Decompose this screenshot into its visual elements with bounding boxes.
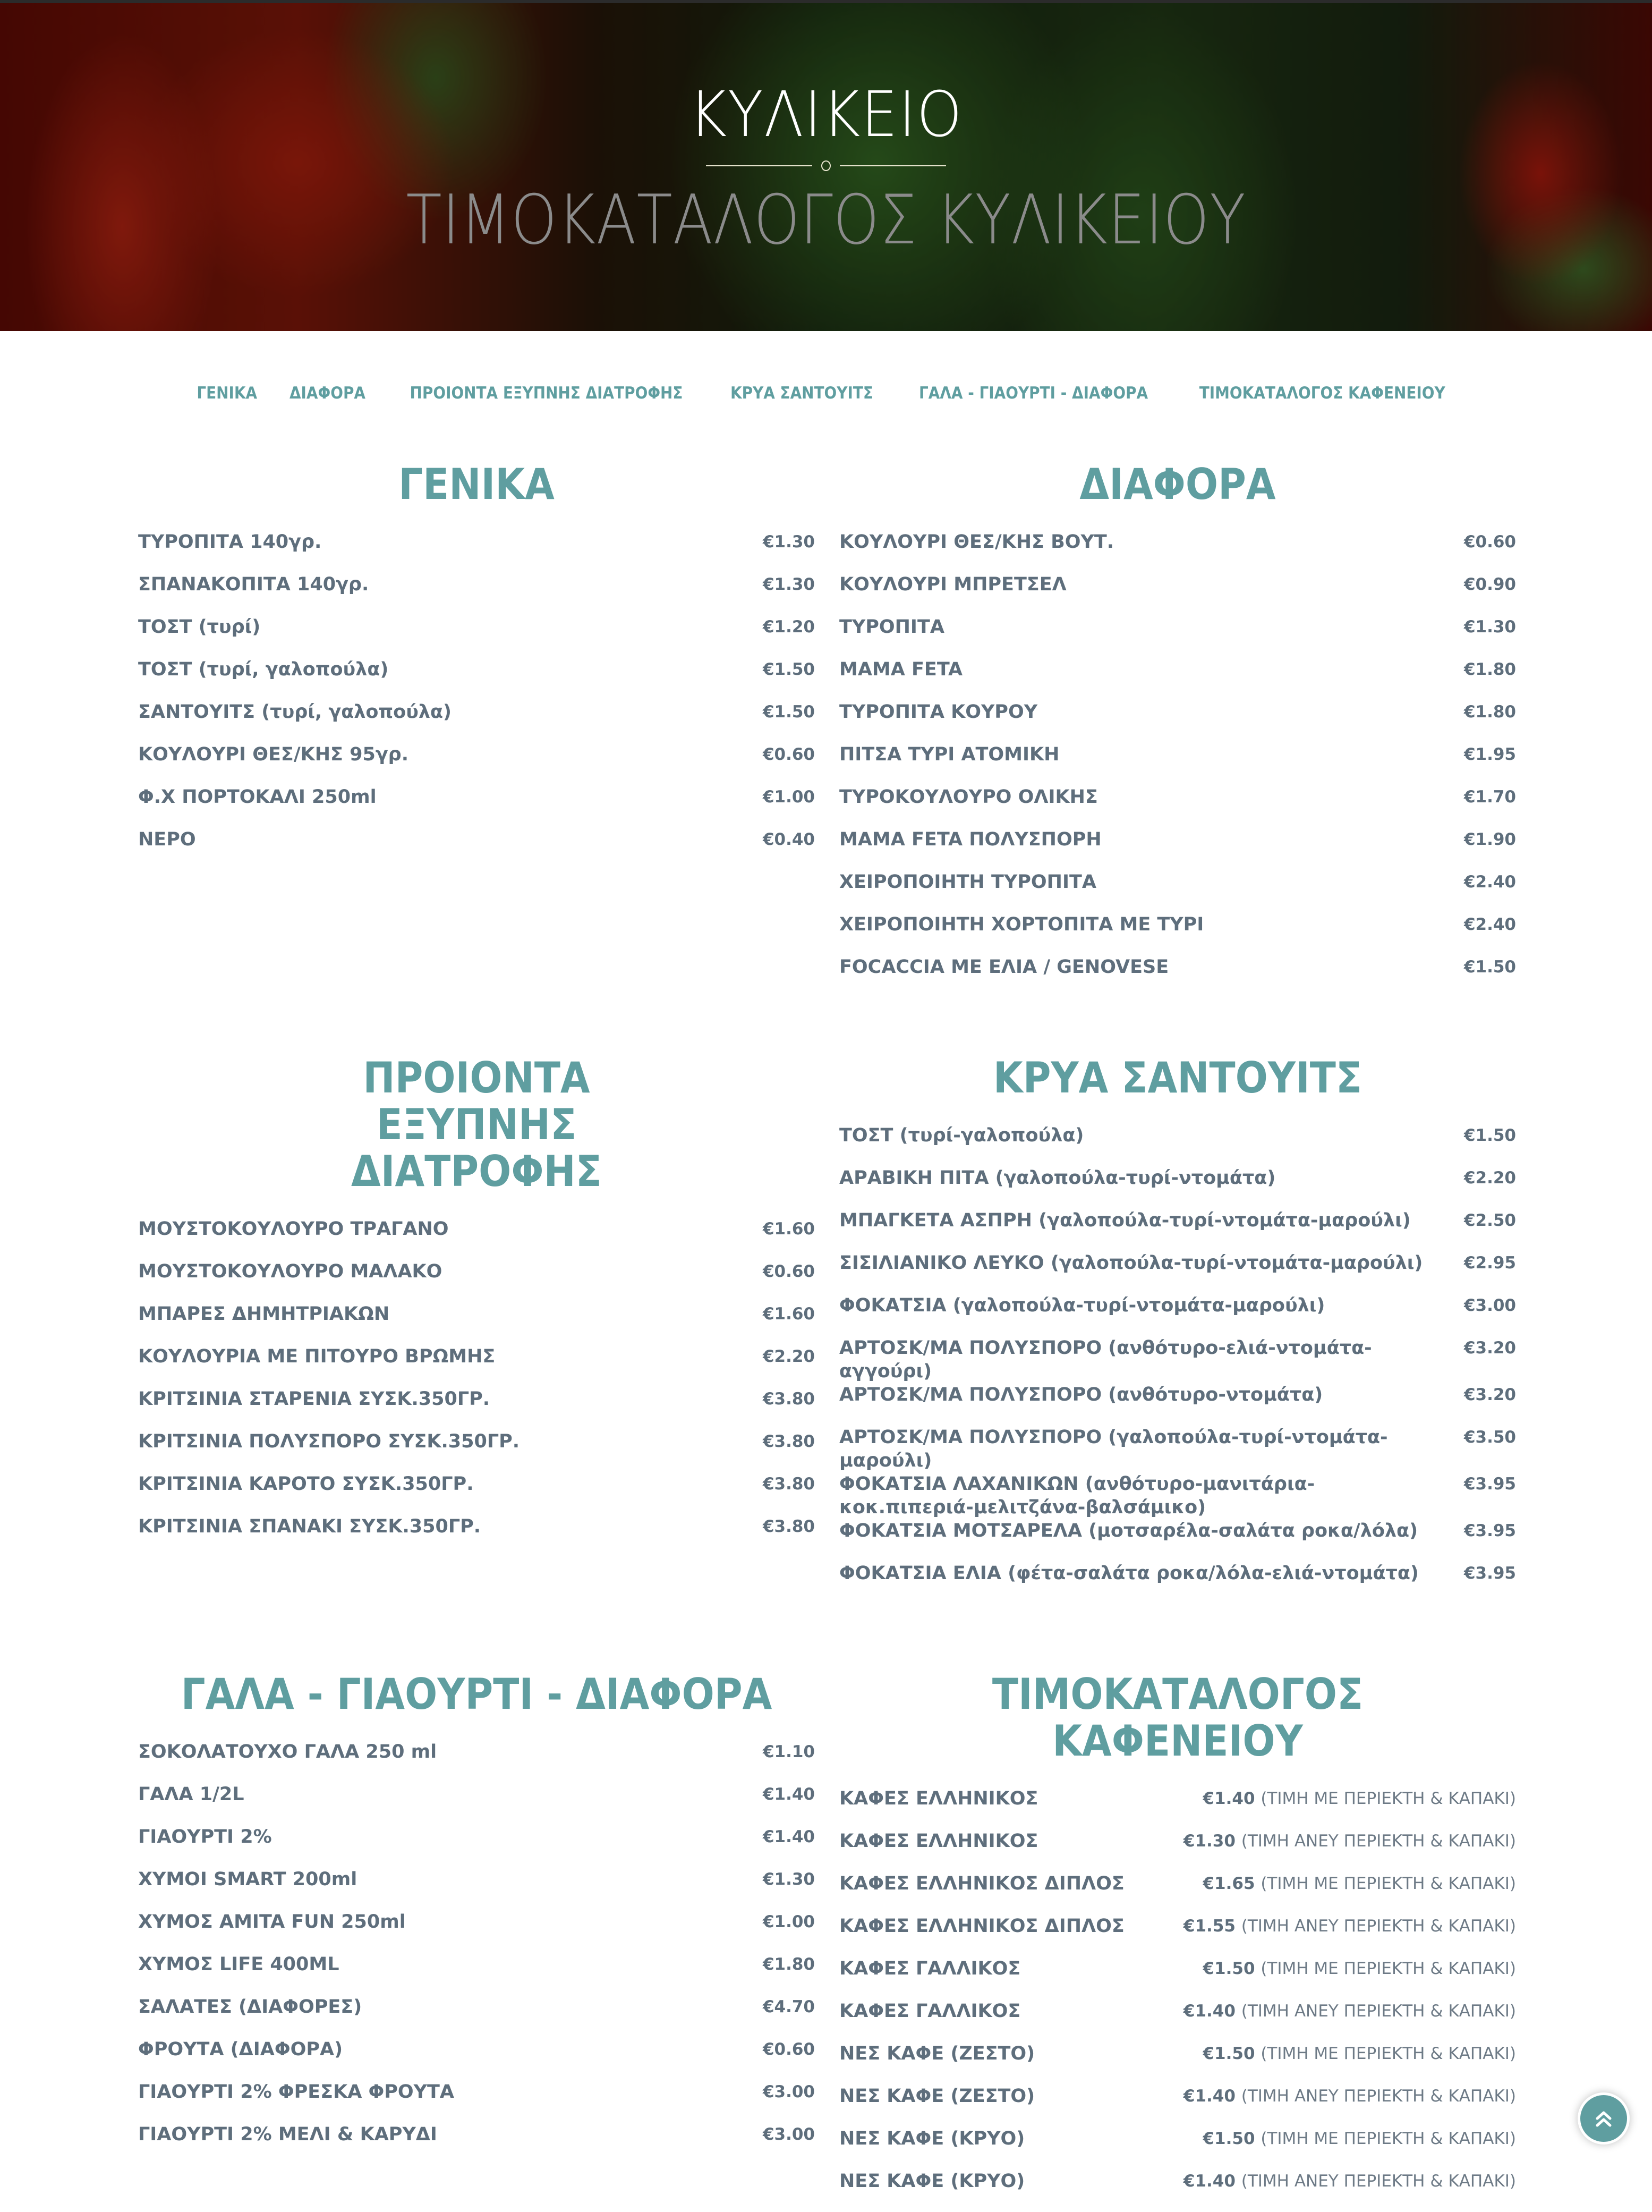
nav-link-genika[interactable]: ΓΕΝΙΚΑ [196, 384, 257, 403]
menu-item [138, 1345, 815, 1387]
item-name: ΧΥΜΟΙ SMART 200ml [138, 1869, 357, 1890]
item-price: €1.40 [1203, 1789, 1255, 1808]
item-price-block [1203, 2127, 1516, 2150]
menu-list [839, 530, 1516, 998]
menu-item [839, 1426, 1516, 1472]
menu-item [839, 2169, 1516, 2212]
nav-link-exypnis-diatrofis[interactable]: ΠΡΟΙΟΝΤΑ ΕΞΥΠΝΗΣ ΔΙΑΤΡΟΦΗΣ [410, 384, 683, 403]
item-price: €1.50 [1203, 2129, 1255, 2148]
item-price: €1.40 [762, 1827, 815, 1846]
item-name: ΑΡΑΒΙΚΗ ΠΙΤΑ (γαλοπούλα-τυρί-ντομάτα) [839, 1167, 1276, 1189]
item-name: ΚΡΙΤΣΙΝΙΑ ΚΑΡΟΤΟ ΣΥΣΚ.350ΓΡ. [138, 1473, 474, 1495]
menu-item [138, 1302, 815, 1345]
item-price: €1.80 [1463, 702, 1516, 722]
item-name: ΜΑΜΑ FETA ΠΟΛΥΣΠΟΡΗ [839, 829, 1102, 850]
item-price-block [1203, 1872, 1516, 1895]
item-price: €2.95 [1463, 1253, 1516, 1273]
menu-list [839, 1124, 1516, 1604]
hero-banner [0, 0, 1652, 331]
section-title: ΚΡΥΑ ΣΑΝΤΟΥΙΤΣ [993, 1053, 1363, 1103]
item-price-block [1183, 1829, 1516, 1853]
menu-item [138, 1995, 815, 2038]
item-price-block [763, 1472, 815, 1496]
menu-item [138, 1825, 815, 1868]
menu-list [138, 1217, 815, 1557]
item-price: €3.80 [762, 1432, 815, 1451]
item-name: ΝΕΣ ΚΑΦΕ (ΚΡΥΟ) [839, 2171, 1025, 2192]
section-gala-giaourti [138, 1671, 815, 2165]
menu-item [839, 2042, 1516, 2084]
menu-item [839, 2084, 1516, 2127]
item-price: €0.60 [762, 2040, 815, 2059]
menu-item [839, 955, 1516, 998]
item-price-block [1203, 2042, 1516, 2065]
divider-circle-icon [821, 160, 831, 171]
section-kafeneio [839, 1671, 1516, 2212]
scroll-to-top-button[interactable] [1578, 2092, 1630, 2145]
menu-item [839, 1519, 1516, 1562]
item-price-block [763, 1740, 815, 1764]
item-price-block [763, 1868, 815, 1891]
item-price: €1.55 [1183, 1917, 1236, 1936]
item-name: Φ.Χ ΠΟΡΤΟΚΑΛΙ 250ml [138, 786, 377, 808]
item-price-note: (ΤΙΜΗ ΑΝΕΥ ΠΕΡΙΕΚΤΗ & ΚΑΠΑΚΙ) [1241, 2002, 1516, 2021]
section-krya-santouits [839, 1055, 1516, 1604]
item-name: ΧΕΙΡΟΠΟΙΗΤΗ ΤΥΡΟΠΙΤΑ [839, 871, 1096, 893]
menu-item [138, 2038, 815, 2080]
item-name: ΓΙΑΟΥΡΤΙ 2% [138, 1826, 272, 1847]
item-price: €3.00 [1463, 1296, 1516, 1315]
item-price: €1.10 [762, 1742, 815, 1761]
item-name: ΤΥΡΟΠΙΤΑ ΚΟΥΡΟΥ [839, 701, 1038, 723]
item-price: €3.80 [762, 1474, 815, 1494]
menu-item [839, 1383, 1516, 1426]
menu-item [839, 658, 1516, 700]
item-price-block [763, 1953, 815, 1976]
item-name: ΚΑΦΕΣ ΕΛΛΗΝΙΚΟΣ [839, 1788, 1038, 1809]
item-name: ΜΠΑΡΕΣ ΔΗΜΗΤΡΙΑΚΩΝ [138, 1303, 390, 1325]
item-price: €1.40 [1183, 2002, 1236, 2021]
menu-item [839, 1829, 1516, 1872]
item-price: €1.50 [762, 702, 815, 722]
item-name: ΚΡΙΤΣΙΝΙΑ ΣΤΑΡΕΝΙΑ ΣΥΣΚ.350ΓΡ. [138, 1388, 490, 1410]
menu-item [839, 870, 1516, 913]
item-price: €1.90 [1463, 830, 1516, 849]
item-name: ΤΥΡΟΠΙΤΑ [839, 616, 944, 638]
item-price-block [763, 2038, 815, 2061]
item-price: €0.60 [1463, 532, 1516, 552]
item-price-block [763, 828, 815, 851]
item-price-block [763, 785, 815, 809]
item-price-block [1464, 1124, 1516, 1147]
menu-item [138, 530, 815, 573]
item-price-block [1464, 1383, 1516, 1406]
menu-item [138, 1740, 815, 1783]
menu-item [839, 1957, 1516, 1999]
item-price: €1.65 [1203, 1874, 1255, 1893]
nav-link-krya-santouits[interactable]: ΚΡΥΑ ΣΑΝΤΟΥΙΤΣ [730, 384, 874, 403]
item-price: €3.00 [762, 2082, 815, 2101]
item-name: ΚΡΙΤΣΙΝΙΑ ΠΟΛΥΣΠΟΡΟ ΣΥΣΚ.350ΓΡ. [138, 1431, 520, 1452]
item-price-block [763, 1910, 815, 1934]
item-name: ΚΑΦΕΣ ΓΑΛΛΙΚΟΣ [839, 2001, 1021, 2022]
item-price-block [1464, 870, 1516, 894]
item-price-block [1464, 1251, 1516, 1275]
item-name: ΚΟΥΛΟΥΡΙΑ ΜΕ ΠΙΤΟΥΡΟ ΒΡΩΜΗΣ [138, 1346, 496, 1367]
menu-item [138, 785, 815, 828]
item-name: ΝΕΣ ΚΑΦΕ (ΖΕΣΤΟ) [839, 2086, 1035, 2107]
menu-item [839, 1294, 1516, 1336]
item-name: ΠΙΤΣΑ ΤΥΡΙ ΑΤΟΜΙΚΗ [839, 744, 1060, 765]
item-price-block [763, 530, 815, 554]
item-price-block [1464, 828, 1516, 851]
page-subtitle: ΤΙΜΟΚΑΤΑΛΟΓΟΣ ΚΥΛΙΚΕΙΟΥ [406, 181, 1246, 260]
hero-divider [706, 160, 946, 171]
menu-item [839, 530, 1516, 573]
item-price: €1.30 [1183, 1832, 1236, 1851]
item-price: €4.70 [762, 1997, 815, 2016]
nav-link-diafora[interactable]: ΔΙΑΦΟΡΑ [289, 384, 365, 403]
item-name: ΦΟΚΑΤΣΙΑ (γαλοπούλα-τυρί-ντομάτα-μαρούλι) [839, 1295, 1325, 1316]
item-price-block [763, 615, 815, 639]
item-price-block [763, 1217, 815, 1241]
menu-item [839, 1336, 1516, 1383]
item-price-block [763, 1387, 815, 1411]
item-name: ΚΟΥΛΟΥΡΙ ΜΠΡΕΤΣΕΛ [839, 574, 1067, 595]
item-price-note: (ΤΙΜΗ ΑΝΕΥ ΠΕΡΙΕΚΤΗ & ΚΑΠΑΚΙ) [1241, 1917, 1516, 1936]
item-price: €1.40 [762, 1785, 815, 1804]
item-name: ΤΟΣΤ (τυρί-γαλοπούλα) [839, 1125, 1084, 1146]
item-price: €1.60 [762, 1304, 815, 1324]
item-price-block [1464, 955, 1516, 979]
menu-item [839, 828, 1516, 870]
item-price: €1.30 [762, 575, 815, 594]
menu-item [839, 1251, 1516, 1294]
item-price: €3.20 [1463, 1385, 1516, 1404]
item-name: ΑΡΤΟΣΚ/ΜΑ ΠΟΛΥΣΠΟΡΟ (ανθότυρο-ντομάτα) [839, 1384, 1323, 1405]
item-price-note: (ΤΙΜΗ ΑΝΕΥ ΠΕΡΙΕΚΤΗ & ΚΑΠΑΚΙ) [1241, 1832, 1516, 1851]
item-name: ΦΟΚΑΤΣΙΑ ΕΛΙΑ (φέτα-σαλάτα ροκα/λόλα-ελιά-ντομάτα) [839, 1563, 1419, 1584]
item-price: €2.20 [762, 1347, 815, 1366]
item-price-block [1183, 2169, 1516, 2193]
item-price-block [1464, 700, 1516, 724]
item-name: ΦΟΚΑΤΣΙΑ ΛΑΧΑΝΙΚΩΝ (ανθότυρο-μανιτάρια-κοκ.πιπεριά-μελιτζάνα-βαλσάμικο) [839, 1473, 1315, 1518]
menu-item [839, 1999, 1516, 2042]
item-price-block [1464, 573, 1516, 596]
item-price-block [763, 1783, 815, 1806]
item-name: ΚΑΦΕΣ ΕΛΛΗΝΙΚΟΣ [839, 1830, 1038, 1852]
item-price-block [763, 1825, 815, 1849]
divider-line-left [706, 165, 812, 166]
section-title: ΓΕΝΙΚΑ [398, 460, 555, 509]
item-price: €1.50 [762, 660, 815, 679]
item-price: €0.90 [1463, 575, 1516, 594]
menu-item [839, 1562, 1516, 1604]
item-price: €3.00 [762, 2125, 815, 2144]
item-price-note: (ΤΙΜΗ ΜΕ ΠΕΡΙΕΚΤΗ & ΚΑΠΑΚΙ) [1261, 1959, 1516, 1978]
item-price-block [763, 1430, 815, 1453]
menu-item [138, 1868, 815, 1910]
site-title: ΚΥΛΙΚΕΙΟ [689, 78, 963, 151]
item-price-block [763, 1515, 815, 1538]
item-name: ΝΕΣ ΚΑΦΕ (ΚΡΥΟ) [839, 2128, 1025, 2149]
item-price: €3.80 [762, 1517, 815, 1536]
item-price-block [1464, 1519, 1516, 1543]
item-price: €2.50 [1463, 1211, 1516, 1230]
section-diafora [839, 461, 1516, 998]
menu-item [138, 1910, 815, 1953]
item-price: €2.40 [1463, 872, 1516, 892]
item-price: €0.40 [762, 830, 815, 849]
item-price-note: (ΤΙΜΗ ΜΕ ΠΕΡΙΕΚΤΗ & ΚΑΠΑΚΙ) [1261, 1789, 1516, 1808]
item-name: ΜΟΥΣΤΟΚΟΥΛΟΥΡΟ ΜΑΛΑΚΟ [138, 1261, 442, 1282]
item-name: ΣΠΑΝΑΚΟΠΙΤΑ 140γρ. [138, 574, 369, 595]
menu-item [839, 1209, 1516, 1251]
item-price-note: (ΤΙΜΗ ΑΝΕΥ ΠΕΡΙΕΚΤΗ & ΚΑΠΑΚΙ) [1241, 2087, 1516, 2106]
item-price: €1.40 [1183, 2087, 1236, 2106]
item-name: ΣΑΛΑΤΕΣ (ΔΙΑΦΟΡΕΣ) [138, 1996, 362, 2018]
nav-link-gala-giaourti[interactable]: ΓΑΛΑ - ΓΙΑΟΥΡΤΙ - ΔΙΑΦΟΡΑ [919, 384, 1148, 403]
menu-item [839, 1787, 1516, 1829]
item-price-block [763, 573, 815, 596]
item-name: ΚΑΦΕΣ ΓΑΛΛΙΚΟΣ [839, 1958, 1021, 1979]
item-price-block [1464, 913, 1516, 936]
item-price: €3.95 [1463, 1474, 1516, 1494]
item-name: ΤΟΣΤ (τυρί, γαλοπούλα) [138, 659, 389, 680]
menu-item [138, 700, 815, 743]
item-name: ΜΟΥΣΤΟΚΟΥΛΟΥΡΟ ΤΡΑΓΑΝΟ [138, 1218, 449, 1240]
item-price: €1.20 [762, 617, 815, 637]
item-name: ΤΟΣΤ (τυρί) [138, 616, 261, 638]
section-title: ΠΡΟΙΟΝΤΑ ΕΞΥΠΝΗΣ ΔΙΑΤΡΟΦΗΣ [351, 1053, 602, 1196]
item-name: ΣΑΝΤΟΥΙΤΣ (τυρί, γαλοπούλα) [138, 701, 452, 723]
item-name: ΤΥΡΟΠΙΤΑ 140γρ. [138, 531, 322, 553]
item-price-block [1464, 1209, 1516, 1232]
nav-link-kafeneio[interactable]: ΤΙΜΟΚΑΤΑΛΟΓΟΣ ΚΑΦΕΝΕΙΟΥ [1199, 384, 1445, 403]
item-price-block [763, 1302, 815, 1326]
item-name: ΧΕΙΡΟΠΟΙΗΤΗ ΧΟΡΤΟΠΙΤΑ ΜΕ ΤΥΡΙ [839, 914, 1204, 935]
menu-item [839, 1472, 1516, 1519]
menu-list [839, 1787, 1516, 2212]
menu-item [138, 658, 815, 700]
item-name: ΝΕΣ ΚΑΦΕ (ΖΕΣΤΟ) [839, 2043, 1035, 2064]
double-chevron-up-icon [1593, 2108, 1614, 2129]
section-genika [138, 461, 815, 870]
item-price-block [1464, 1426, 1516, 1449]
item-price-block [1183, 1999, 1516, 2023]
item-name: ΣΟΚΟΛΑΤΟΥΧΟ ΓΑΛΑ 250 ml [138, 1741, 437, 1762]
item-price: €1.00 [762, 787, 815, 807]
menu-item [839, 2127, 1516, 2169]
item-name: ΦΡΟΥΤΑ (ΔΙΑΦΟΡΑ) [138, 2039, 343, 2060]
item-price: €1.30 [762, 1870, 815, 1889]
item-name: ΓΑΛΑ 1/2L [138, 1784, 244, 1805]
item-name: ΧΥΜΟΣ LIFE 400ML [138, 1954, 339, 1975]
menu-item [138, 615, 815, 658]
menu-item [839, 573, 1516, 615]
menu-item [138, 1217, 815, 1260]
item-name: ΤΥΡΟΚΟΥΛΟΥΡΟ ΟΛΙΚΗΣ [839, 786, 1098, 808]
item-price: €1.30 [1463, 617, 1516, 637]
item-price-block [1183, 1914, 1516, 1938]
item-price: €1.70 [1463, 787, 1516, 807]
item-name: ΣΙΣΙΛΙΑΝΙΚΟ ΛΕΥΚΟ (γαλοπούλα-τυρί-ντομάτα-μαρούλι) [839, 1252, 1423, 1274]
item-price-block [1183, 2084, 1516, 2108]
menu-list [138, 1740, 815, 2165]
item-price: €3.95 [1463, 1564, 1516, 1583]
menu-item [839, 615, 1516, 658]
item-price-block [1203, 1957, 1516, 1980]
menu-item [839, 913, 1516, 955]
item-price: €1.50 [1203, 1959, 1255, 1978]
item-name: ΓΙΑΟΥΡΤΙ 2% ΦΡΕΣΚΑ ΦΡΟΥΤΑ [138, 2081, 454, 2103]
menu-item [839, 1914, 1516, 1957]
item-price-block [1464, 1336, 1516, 1360]
item-price-block [1464, 1166, 1516, 1190]
item-price-block [1464, 743, 1516, 766]
item-name: ΦΟΚΑΤΣΙΑ ΜΟΤΣΑΡΕΛΑ (μοτσαρέλα-σαλάτα ροκα/λόλα) [839, 1520, 1418, 1541]
menu-item [138, 2123, 815, 2165]
item-price-block [1464, 1562, 1516, 1585]
item-price-block [763, 1260, 815, 1283]
menu-item [839, 1872, 1516, 1914]
menu-item [839, 743, 1516, 785]
item-price-block [1464, 530, 1516, 554]
item-name: ΚΡΙΤΣΙΝΙΑ ΣΠΑΝΑΚΙ ΣΥΣΚ.350ΓΡ. [138, 1516, 481, 1537]
item-price-block [1464, 785, 1516, 809]
item-price: €0.60 [762, 1262, 815, 1281]
item-name: ΚΑΦΕΣ ΕΛΛΗΝΙΚΟΣ ΔΙΠΛΟΣ [839, 1916, 1125, 1937]
item-price-block [763, 1345, 815, 1368]
item-price: €3.95 [1463, 1521, 1516, 1540]
item-price: €3.50 [1463, 1428, 1516, 1447]
item-price-block [1464, 658, 1516, 681]
item-price-note: (ΤΙΜΗ ΜΕ ΠΕΡΙΕΚΤΗ & ΚΑΠΑΚΙ) [1261, 2044, 1516, 2063]
item-price: €1.40 [1183, 2172, 1236, 2191]
item-price-block [763, 743, 815, 766]
item-name: ΧΥΜΟΣ AMITA FUN 250ml [138, 1911, 406, 1933]
section-title: ΔΙΑΦΟΡΑ [1079, 460, 1276, 509]
item-price-block [763, 2123, 815, 2146]
item-price: €1.30 [762, 532, 815, 552]
section-title: ΓΑΛΑ - ΓΙΑΟΥΡΤΙ - ΔΙΑΦΟΡΑ [181, 1669, 772, 1719]
section-nav [0, 384, 1652, 403]
menu-list [138, 530, 815, 870]
item-price-note: (ΤΙΜΗ ΜΕ ΠΕΡΙΕΚΤΗ & ΚΑΠΑΚΙ) [1261, 1874, 1516, 1893]
item-name: ΚΟΥΛΟΥΡΙ ΘΕΣ/ΚΗΣ 95γρ. [138, 744, 409, 765]
item-price: €1.00 [762, 1912, 815, 1931]
item-price-block [1464, 1294, 1516, 1317]
menu-item [138, 1783, 815, 1825]
item-name: ΑΡΤΟΣΚ/ΜΑ ΠΟΛΥΣΠΟΡΟ (ανθότυρο-ελιά-ντομάτα-αγγούρι) [839, 1337, 1372, 1382]
menu-item [138, 1515, 815, 1557]
item-price: €3.20 [1463, 1338, 1516, 1358]
menu-item [839, 700, 1516, 743]
menu-item [138, 2080, 815, 2123]
item-price-block [1464, 1472, 1516, 1496]
item-price: €1.60 [762, 1219, 815, 1239]
item-name: ΑΡΤΟΣΚ/ΜΑ ΠΟΛΥΣΠΟΡΟ (γαλοπούλα-τυρί-ντομάτα-μαρούλι) [839, 1427, 1388, 1471]
menu-item [138, 1387, 815, 1430]
item-price: €1.80 [1463, 660, 1516, 679]
menu-item [839, 1124, 1516, 1166]
section-title: ΤΙΜΟΚΑΤΑΛΟΓΟΣ ΚΑΦΕΝΕΙΟΥ [992, 1669, 1364, 1766]
menu-item [138, 743, 815, 785]
item-price-note: (ΤΙΜΗ ΜΕ ΠΕΡΙΕΚΤΗ & ΚΑΠΑΚΙ) [1261, 2129, 1516, 2148]
item-name: ΓΙΑΟΥΡΤΙ 2% ΜΕΛΙ & ΚΑΡΥΔΙ [138, 2124, 437, 2145]
item-price: €0.60 [762, 745, 815, 764]
menu-item [138, 573, 815, 615]
item-price-block [763, 1995, 815, 2019]
menu-item [138, 1430, 815, 1472]
item-price: €1.50 [1203, 2044, 1255, 2063]
menu-item [138, 1260, 815, 1302]
menu-item [138, 1953, 815, 1995]
item-price: €2.20 [1463, 1168, 1516, 1188]
menu-item [138, 1472, 815, 1515]
item-name: ΚΟΥΛΟΥΡΙ ΘΕΣ/ΚΗΣ ΒΟΥΤ. [839, 531, 1114, 553]
menu-item [839, 1166, 1516, 1209]
item-price-block [763, 700, 815, 724]
item-name: ΜΠΑΓΚΕΤΑ ΑΣΠΡΗ (γαλοπούλα-τυρί-ντομάτα-μαρούλι) [839, 1210, 1411, 1231]
menu-item [839, 785, 1516, 828]
item-price: €1.50 [1463, 1126, 1516, 1145]
item-price: €1.95 [1463, 745, 1516, 764]
menu-item [138, 828, 815, 870]
divider-line-right [840, 165, 946, 166]
item-name: ΝΕΡΟ [138, 829, 196, 850]
item-price-block [763, 2080, 815, 2104]
item-name: FOCACCIA ΜΕ ΕΛΙΑ / GENOVESE [839, 956, 1169, 978]
item-price-note: (ΤΙΜΗ ΑΝΕΥ ΠΕΡΙΕΚΤΗ & ΚΑΠΑΚΙ) [1241, 2172, 1516, 2191]
item-price-block [763, 658, 815, 681]
item-price: €1.50 [1463, 957, 1516, 977]
item-name: ΚΑΦΕΣ ΕΛΛΗΝΙΚΟΣ ΔΙΠΛΟΣ [839, 1873, 1125, 1894]
section-exypnis-diatrofis [138, 1055, 815, 1557]
item-name: ΜΑΜΑ FETA [839, 659, 963, 680]
item-price-block [1203, 1787, 1516, 1810]
item-price: €1.80 [762, 1955, 815, 1974]
item-price-block [1464, 615, 1516, 639]
item-price: €2.40 [1463, 915, 1516, 934]
item-price: €3.80 [762, 1389, 815, 1409]
